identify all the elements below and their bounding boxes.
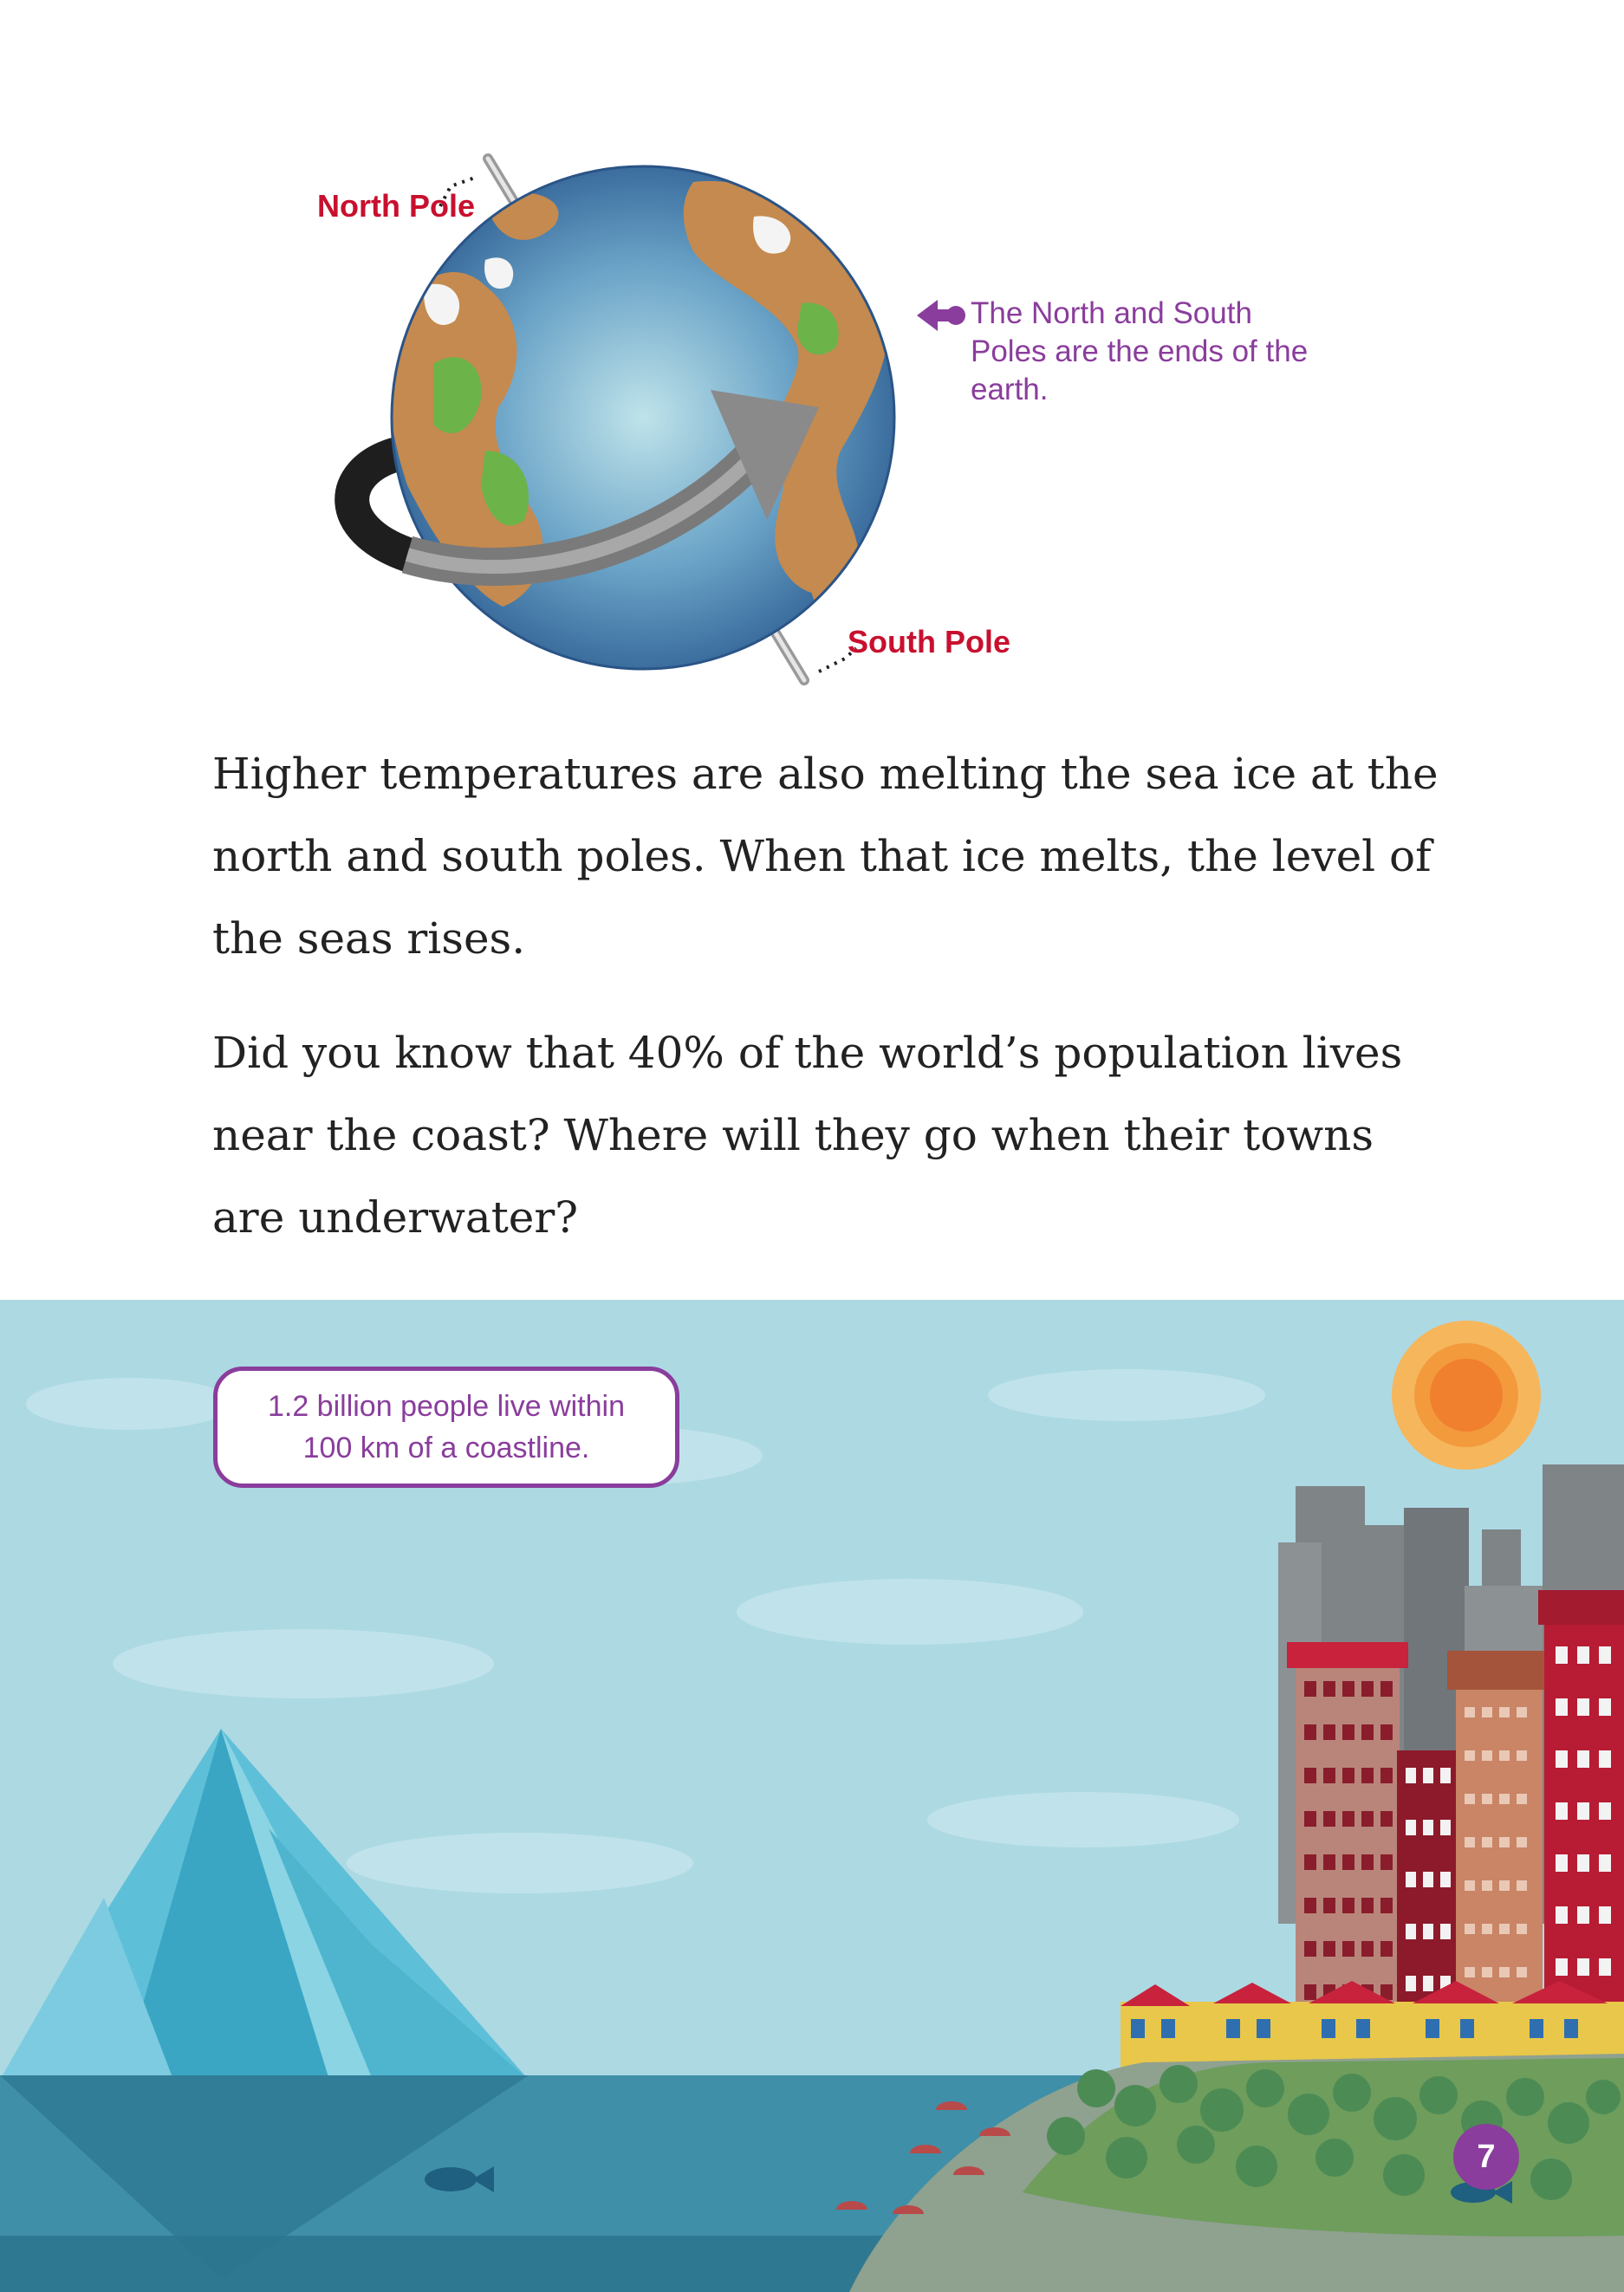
coastline-fact-box xyxy=(213,1367,679,1488)
page-number-badge: 7 xyxy=(1453,2124,1519,2190)
sun-icon xyxy=(1392,1321,1541,1470)
globe xyxy=(387,166,894,669)
paragraph-coast-population: Did you know that 40% of the world’s population lives near the coast? Where will they go when their towns are underwater? xyxy=(212,1028,1403,1243)
paragraph-sea-ice: Higher temperatures are also melting the sea ice at the north and south poles. When that ice melts, the level of the seas rises. xyxy=(212,749,1439,964)
pointer-arrow-icon xyxy=(917,300,965,331)
earth-diagram xyxy=(0,0,1624,711)
north-pole-label: North Pole xyxy=(317,188,476,224)
poles-callout: The North and South Poles are the ends of the earth. xyxy=(971,296,1309,406)
fact-line-1: 1.2 billion people live within xyxy=(267,1390,626,1423)
fact-line-2: 100 km of a coastline. xyxy=(302,1432,590,1464)
south-pole-label: South Pole xyxy=(848,624,1010,659)
